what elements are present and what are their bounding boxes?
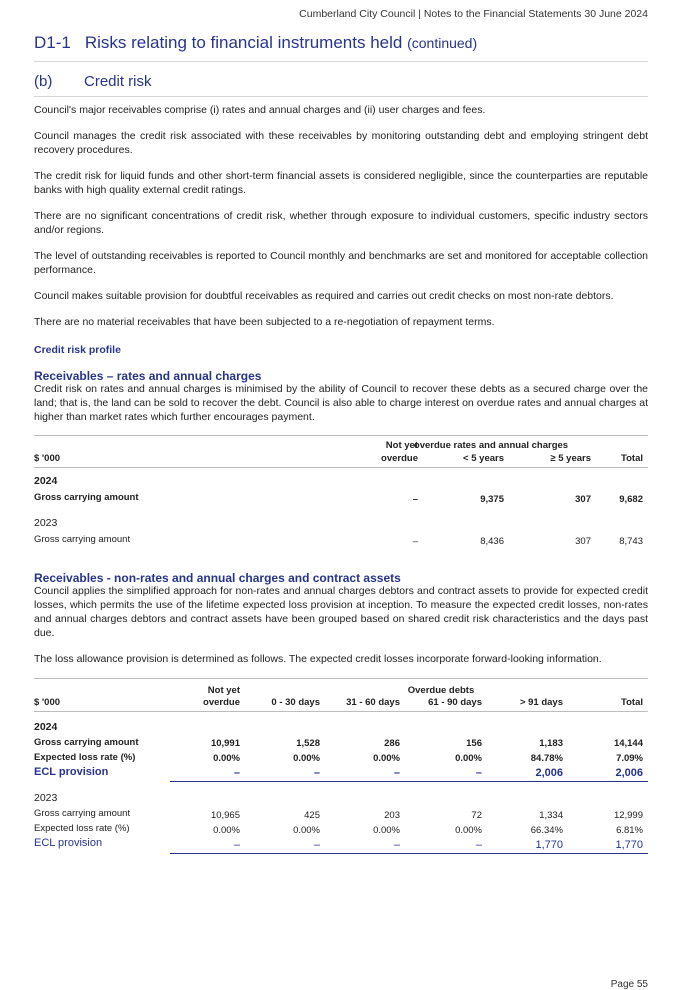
cell-value: 84.78% [530, 753, 563, 764]
paragraph: Council manages the credit risk associated with these receivables by monitoring outstanding debt and employing stringent debt recovery procedures. [34, 130, 648, 156]
cell-value: 14,144 [613, 738, 643, 749]
cell-value: 1,528 [296, 738, 320, 749]
cell-value: 0.00% [293, 825, 320, 836]
cell-value: 10,991 [210, 738, 240, 749]
cell-value: 8,436 [480, 536, 504, 547]
ecl-2023-underline [170, 853, 648, 854]
col-group-overdue-debts: Overdue debts [407, 685, 475, 696]
ecl-2024-underline [170, 781, 648, 782]
cell-value: 0.00% [373, 825, 400, 836]
cell-value: 72 [471, 810, 482, 821]
cell-value: 0.00% [373, 753, 400, 764]
year-label-2024: 2024 [34, 475, 58, 487]
col-total: Total [621, 697, 643, 708]
row-label: Gross carrying amount [34, 808, 131, 819]
cell-value: – [412, 536, 418, 547]
cell-value: 156 [466, 738, 482, 749]
note-code: D1-1 [34, 33, 71, 52]
paragraph: Council makes suitable provision for doubtful receivables as required and carries out credit checks on most non-rate debtors. [34, 290, 614, 302]
cell-value: – [233, 767, 240, 779]
rates-heading: Receivables – rates and annual charges [34, 369, 262, 383]
cell-value: – [393, 767, 400, 779]
section-title: Credit risk [84, 73, 152, 90]
cell-value: 2,006 [535, 767, 563, 779]
table-top-rule [34, 435, 648, 436]
cell-value: 2,006 [615, 767, 643, 779]
cell-value: 0.00% [213, 825, 240, 836]
nonrates-heading: Receivables - non-rates and annual charges and contract assets [34, 571, 401, 585]
row-label: Gross carrying amount [34, 737, 139, 748]
cell-value: 1,770 [535, 839, 563, 851]
cell-value: 203 [384, 810, 400, 821]
row-label-ecl: ECL provision [34, 837, 103, 849]
row-label: Gross carrying amount [34, 534, 131, 545]
row-label: Expected loss rate (%) [34, 823, 130, 834]
rates-paragraph: Credit risk on rates and annual charges is minimised by the ability of Council to recover these debts as a secured charge over the land; that is, the land can be sold to recover the debt. Council is also able to charge interest on overdue rates and annual charges at higher than market rates which further encourages payment. [34, 383, 648, 423]
cell-value: 0.00% [455, 753, 482, 764]
cell-value: 9,375 [480, 494, 504, 505]
nonrates-paragraph: Council applies the simplified approach for non-rates and annual charges debtors and contract assets to provide for expected credit losses, which permits the use of the lifetime expected loss provision at inception. To measure the expected credit losses, non-rates and annual charges debtors and contract assets have been grouped based on shared credit risk characteristics and the days past due. [34, 585, 648, 639]
note-continued: (continued) [407, 35, 478, 51]
paragraph: The credit risk for liquid funds and other short-term financial assets is considered negligible, since the counterparties are reputable banks with high quality external credit ratings. [34, 170, 648, 196]
col-ge-5-years: ≥ 5 years [550, 453, 591, 464]
year-label-2023: 2023 [34, 792, 58, 804]
cell-value: 12,999 [613, 810, 643, 821]
cell-value: 0.00% [293, 753, 320, 764]
section-divider [34, 96, 648, 97]
page-number: Page 55 [610, 979, 648, 990]
row-label: Expected loss rate (%) [34, 752, 136, 763]
cell-value: 307 [575, 536, 591, 547]
year-label-2023: 2023 [34, 517, 58, 529]
row-label-ecl: ECL provision [34, 766, 109, 778]
note-title-text: Risks relating to financial instruments held [84, 33, 403, 52]
col-0-30-days: 0 - 30 days [271, 697, 320, 708]
cell-value: 425 [304, 810, 320, 821]
cell-value: – [313, 767, 320, 779]
col-not-yet: Not yet [385, 440, 418, 451]
paragraph: The level of outstanding receivables is reported to Council monthly and benchmarks are set and monitored for acceptable collection performance. [34, 250, 648, 276]
nonrates-paragraph-2: The loss allowance provision is determined as follows. The expected credit losses incorporate forward-looking information. [34, 653, 602, 665]
year-label-2024: 2024 [34, 721, 58, 733]
paragraph: There are no material receivables that have been subjected to a re-negotiation of repayment terms. [34, 316, 495, 328]
header-rule [34, 711, 648, 712]
cell-value: 0.00% [455, 825, 482, 836]
unit-label: $ '000 [34, 697, 61, 708]
title-divider [34, 61, 648, 62]
cell-value: 7.09% [616, 753, 643, 764]
section-heading [34, 73, 152, 90]
cell-value: – [313, 839, 320, 851]
unit-label: $ '000 [34, 453, 61, 464]
col-not-yet: Not yet [207, 685, 240, 696]
col-61-90-days: 61 - 90 days [428, 697, 482, 708]
col-31-60-days: 31 - 60 days [346, 697, 400, 708]
cell-value: 8,743 [619, 536, 643, 547]
cell-value: – [393, 839, 400, 851]
row-label: Gross carrying amount [34, 492, 139, 503]
cell-value: – [475, 767, 482, 779]
cell-value: – [475, 839, 482, 851]
cell-value: 1,334 [539, 810, 563, 821]
cell-value: – [412, 494, 418, 505]
cell-value: 1,770 [615, 839, 643, 851]
cell-value: 9,682 [619, 494, 643, 505]
col-overdue: overdue [203, 697, 240, 708]
note-title [34, 33, 477, 53]
cell-value: 0.00% [213, 753, 240, 764]
table-top-rule [34, 678, 648, 679]
col-lt-5-years: < 5 years [463, 453, 504, 464]
running-header: Cumberland City Council | Notes to the Financial Statements 30 June 2024 [299, 8, 648, 20]
col-91-plus-days: > 91 days [519, 697, 563, 708]
header-rule [34, 467, 648, 468]
col-total: Total [621, 453, 643, 464]
cell-value: 286 [384, 738, 400, 749]
cell-value: 6.81% [616, 825, 643, 836]
cell-value: 1,183 [539, 738, 563, 749]
cell-value: 10,965 [210, 810, 240, 821]
section-letter: (b) [34, 73, 53, 90]
cell-value: – [233, 839, 240, 851]
credit-risk-profile-heading: Credit risk profile [34, 344, 121, 356]
paragraph: There are no significant concentrations of credit risk, whether through exposure to individual customers, specific industry sectors and/or regions. [34, 210, 648, 236]
cell-value: 307 [575, 494, 591, 505]
col-group-overdue-rates: overdue rates and annual charges [413, 440, 569, 451]
paragraph: Council's major receivables comprise (i) rates and annual charges and (ii) user charges and fees. [34, 104, 486, 116]
cell-value: 66.34% [530, 825, 563, 836]
col-overdue: overdue [381, 453, 418, 464]
